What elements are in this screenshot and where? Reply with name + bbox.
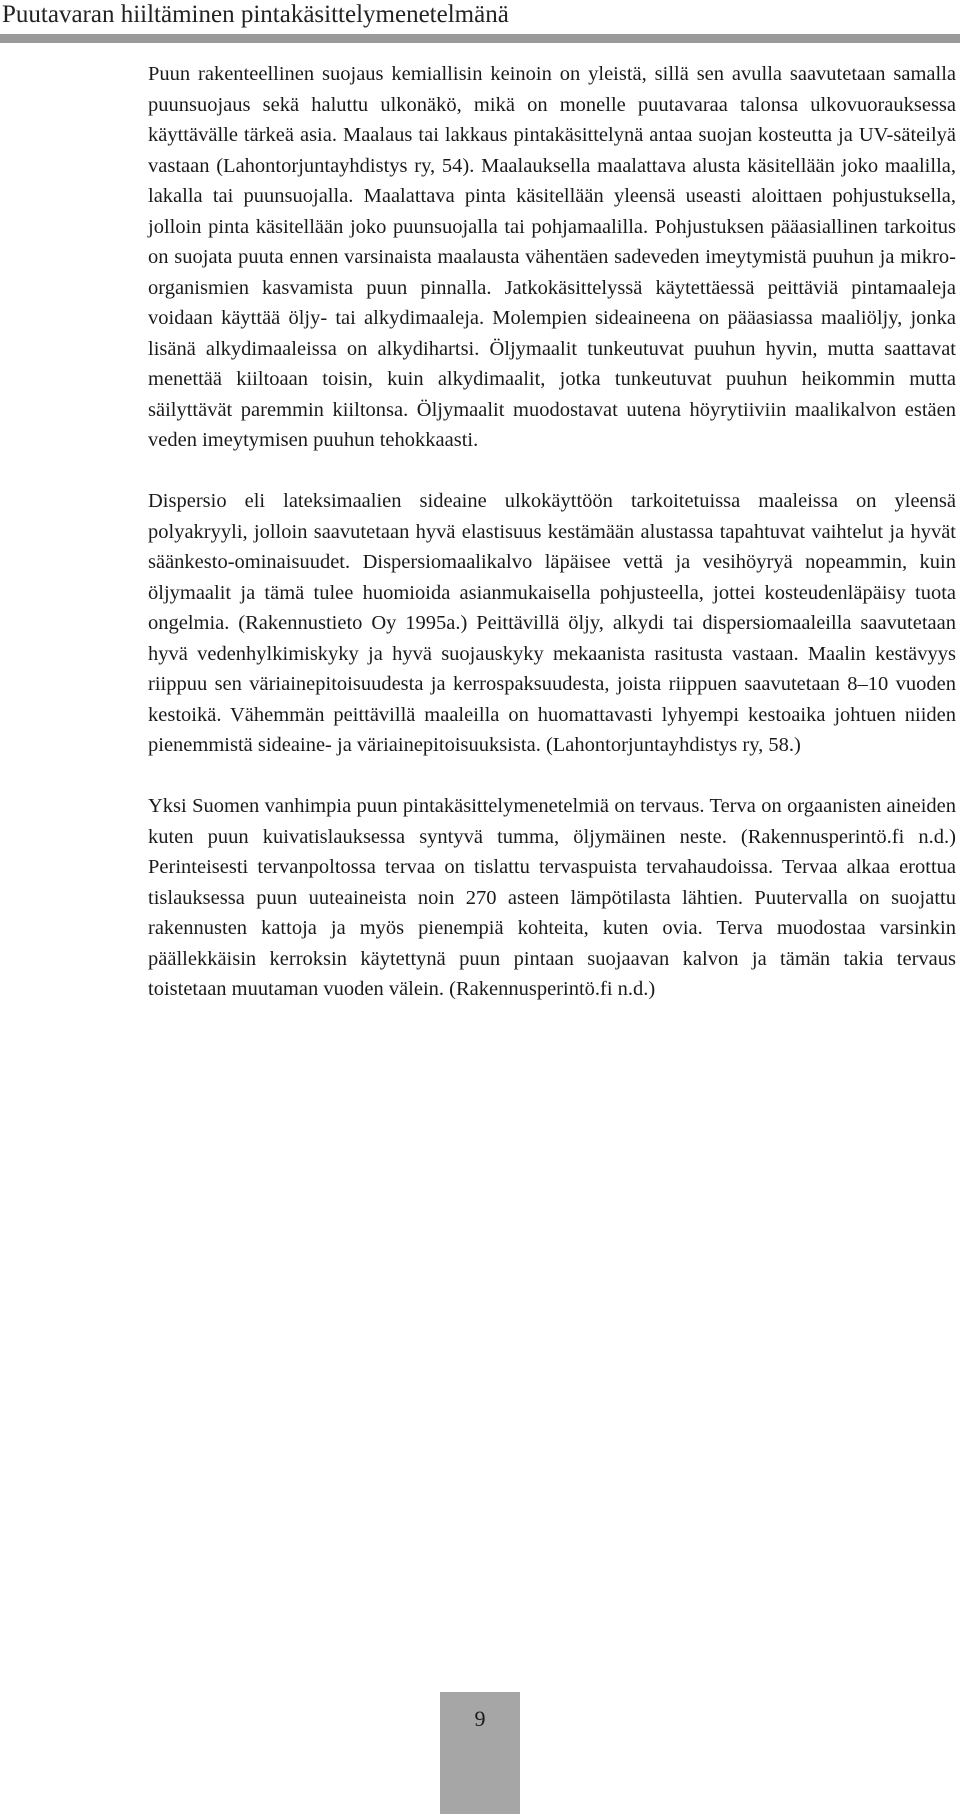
paragraph-surface-coatings: Puun rakenteellinen suojaus kemiallisin keinoin on yleistä, sillä sen avulla saavutetaan samalla puunsuojaus sekä haluttu ulkonäkö, mikä on monelle puutavaraa talonsa ulkovuorauksessa käyttävälle tärkeä asia. Maalaus tai lakkaus pintakäsittelynä antaa suojan kosteutta ja UV-säteilyä vastaan (Lahontorjuntayhdistys ry, 54). Maalauksella maalattava alusta käsitellään joko maalilla, lakalla tai puunsuojalla. Maalattava pinta käsitellään yleensä useasti aloittaen pohjustuksella, jolloin pinta käsitellään joko puunsuojalla tai pohjamaalilla. Pohjustuksen pääasiallinen tarkoitus on suojata puuta ennen varsinaista maalausta vähentäen sadeveden imeytymistä puuhun ja mikro-organismien kasvamista puun pinnalla. Jatkokäsittelyssä käytettäessä peittäviä pintamaaleja voidaan käyttää öljy- tai alkydimaaleja. Molempien sideaineena on pääasiassa maaliöljy, jonka lisänä alkydimaaleissa on alkydihartsi. Öljymaalit tunkeutuvat puuhun hyvin, mutta saattavat menettää kiiltoaan toisin, kuin alkydimaalit, jotka tunkeutuvat puuhun heikommin mutta säilyttävät paremmin kiiltonsa. Öljymaalit muodostavat uutena höyrytiiviin maalikalvon estäen veden imeytymisen puuhun tehokkaasti. xyxy=(148,63,956,451)
page-number-box xyxy=(440,1692,520,1814)
paragraph-tar-treatment: Yksi Suomen vanhimpia puun pintakäsittelymenetelmiä on tervaus. Terva on orgaanisten aineiden kuten puun kuivatislauksessa syntyvä tumma, öljymäinen neste. (Rakennusperintö.fi n.d.) Perinteisesti tervanpoltossa tervaa on tislattu tervaspuista tervahaudoissa. Tervaa alkaa erottua tislauksessa puun uuteaineista noin 270 asteen lämpötilasta lähtien. Puutervalla on suojattu rakennusten kattoja ja myös pienempiä kohteita, kuten ovia. Terva muodostaa varsinkin päällekkäisin kerroksin käytettynä puun pintaan suojaavan kalvon ja tämän takia tervaus toistetaan muutaman vuoden välein. (Rakennusperintö.fi n.d.) xyxy=(148,795,956,1000)
body-text xyxy=(148,59,956,1005)
header-rule xyxy=(0,34,960,43)
paragraph-dispersion-paints: Dispersio eli lateksimaalien sideaine ulkokäyttöön tarkoitetuissa maaleissa on yleensä polyakryyli, jolloin saavutetaan hyvä elastisuus kestämään alustassa tapahtuvat vaihtelut ja hyvät säänkesto-ominaisuudet. Dispersiomaalikalvo läpäisee vettä ja vesihöyryä nopeammin, kuin öljymaalit ja tämä tulee huomioida asianmukaisella pohjusteella, jottei kosteudenläpäisy tuota ongelmia. (Rakennustieto Oy 1995a.) Peittävillä öljy, alkydi tai dispersiomaaleilla saavutetaan hyvä vedenhylkimiskyky ja hyvä suojauskyky mekaanista rasitusta vastaan. Maalin kestävyys riippuu sen väriainepitoisuudesta ja kerrospaksuudesta, joista riippuen saavutetaan 8–10 vuoden kestoikä. Vähemmän peittävillä maaleilla on huomattavasti lyhyempi kestoaika johtuen niiden pienemmistä sideaine- ja väriainepitoisuuksista. (Lahontorjuntayhdistys ry, 58.) xyxy=(148,490,956,756)
document-title: Puutavaran hiiltäminen pintakäsittelymenetelmänä xyxy=(2,1,509,28)
running-header xyxy=(0,0,960,46)
page-number: 9 xyxy=(474,1706,486,1731)
